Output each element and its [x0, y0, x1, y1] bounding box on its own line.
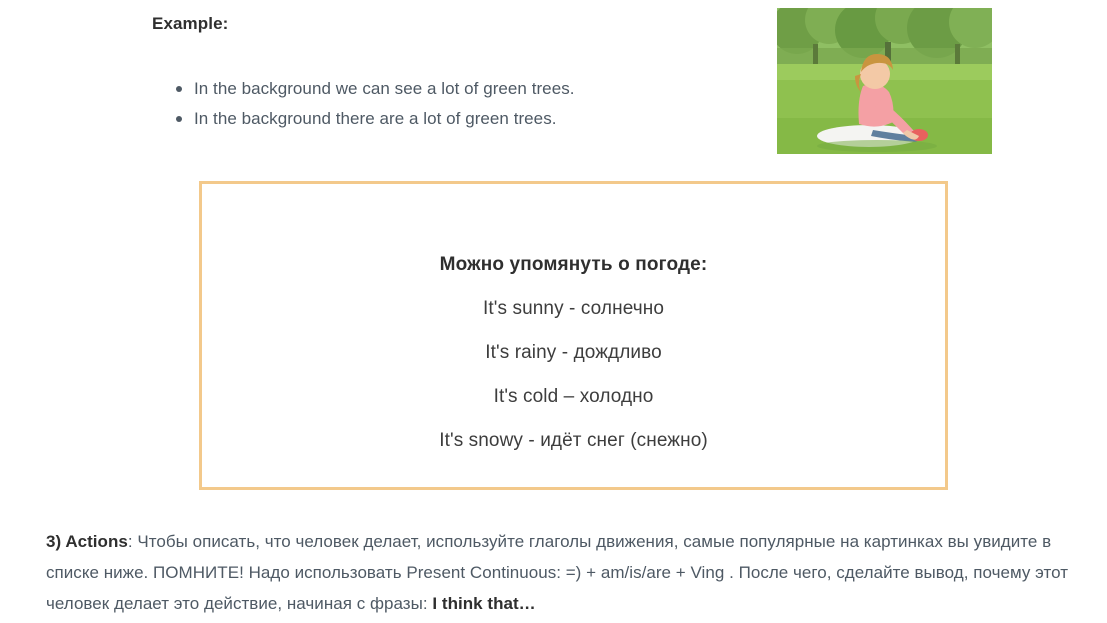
- weather-box-title: Можно упомянуть о погоде:: [439, 254, 708, 275]
- actions-paragraph: [46, 526, 1083, 619]
- weather-phrase: It's cold – холодно: [493, 386, 654, 407]
- actions-phrase: I think that…: [432, 594, 536, 613]
- example-heading: Example:: [152, 14, 229, 33]
- example-bullet-list: [172, 74, 754, 134]
- actions-number: 3): [46, 532, 66, 551]
- actions-body: : Чтобы описать, что человек делает, используйте глаголы движения, самые популярные на картинках вы увидите в списке ниже. ПОМНИТЕ! Надо использовать Present Continuous: =) + am/is/are + Ving . После чего, сделайте вывод, почему этот человек делает это действие, начиная с фразы:: [46, 532, 1069, 613]
- weather-phrases-box: [199, 181, 948, 490]
- weather-phrase: It's rainy - дождливо: [485, 342, 662, 363]
- weather-phrase: It's snowy - идёт снег (снежно): [439, 430, 708, 451]
- list-item: In the background there are a lot of green trees.: [194, 104, 754, 134]
- list-item: In the background we can see a lot of green trees.: [194, 74, 754, 104]
- park-photo: [777, 8, 992, 154]
- actions-title: Actions: [65, 532, 128, 551]
- photo-illustration: [777, 8, 992, 154]
- weather-phrase: It's sunny - солнечно: [483, 298, 664, 319]
